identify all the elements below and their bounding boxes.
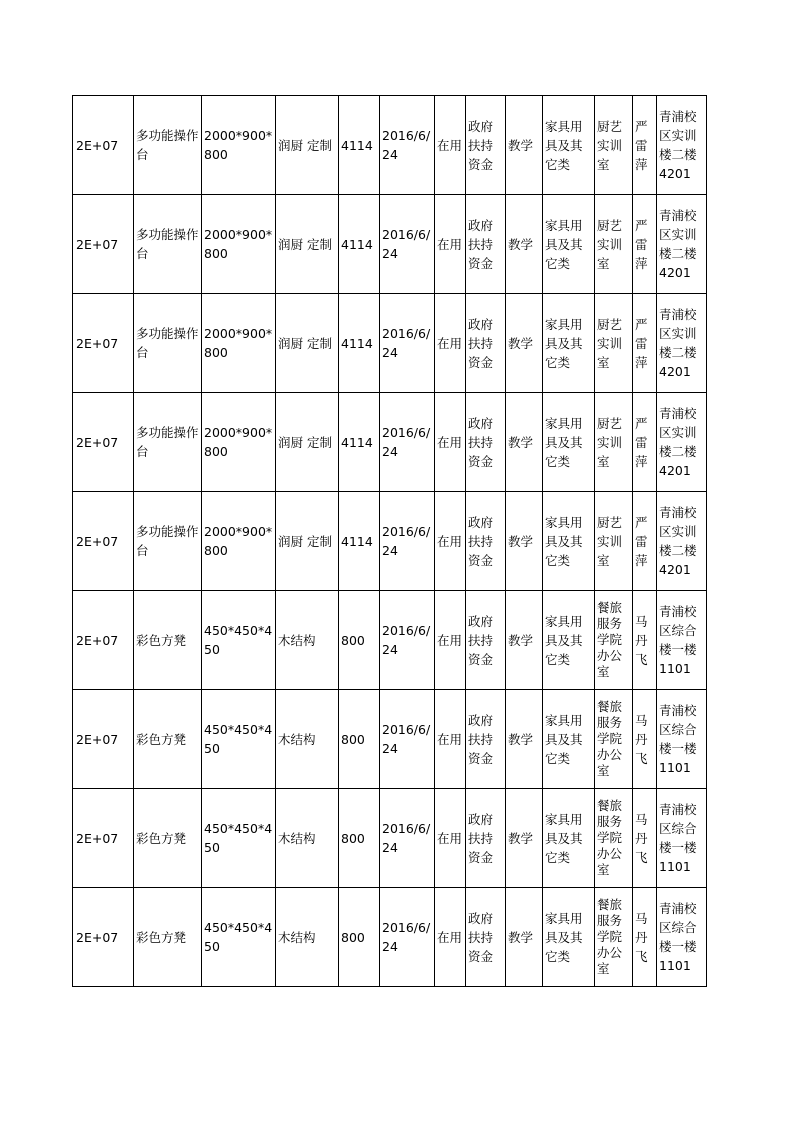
brand-model-cell: 木结构 [276,591,339,690]
usage-cell: 教学 [506,96,543,195]
location-cell: 青浦校区实训楼二楼4201 [657,393,707,492]
status-cell: 在用 [435,195,466,294]
category-cell: 家具用具及其它类 [543,195,595,294]
department-cell: 厨艺实训室 [595,393,633,492]
asset-name-cell: 多功能操作台 [134,294,202,393]
usage-cell: 教学 [506,492,543,591]
status-cell: 在用 [435,789,466,888]
asset-code-cell: 2E+07 [73,690,134,789]
asset-code-cell: 2E+07 [73,492,134,591]
category-cell: 家具用具及其它类 [543,393,595,492]
specification-cell: 2000*900*800 [202,492,276,591]
specification-cell: 2000*900*800 [202,294,276,393]
table-row [73,690,707,789]
funding-source-cell: 政府扶持资金 [466,96,506,195]
category-cell: 家具用具及其它类 [543,591,595,690]
table-row [73,789,707,888]
price-cell: 4114 [339,96,380,195]
funding-source-cell: 政府扶持资金 [466,789,506,888]
location-cell: 青浦校区综合楼一楼1101 [657,690,707,789]
status-cell: 在用 [435,96,466,195]
brand-model-cell: 润厨 定制 [276,492,339,591]
funding-source-cell: 政府扶持资金 [466,195,506,294]
brand-model-cell: 木结构 [276,888,339,987]
price-cell: 4114 [339,195,380,294]
custodian-cell: 严雷萍 [633,96,657,195]
department-cell: 餐旅服务学院办公室 [595,591,633,690]
department-cell: 厨艺实训室 [595,96,633,195]
specification-cell: 450*450*450 [202,888,276,987]
purchase-date-cell: 2016/6/24 [380,393,435,492]
status-cell: 在用 [435,294,466,393]
location-cell: 青浦校区综合楼一楼1101 [657,789,707,888]
department-cell: 餐旅服务学院办公室 [595,789,633,888]
category-cell: 家具用具及其它类 [543,492,595,591]
brand-model-cell: 润厨 定制 [276,294,339,393]
department-cell: 餐旅服务学院办公室 [595,690,633,789]
price-cell: 4114 [339,492,380,591]
price-cell: 4114 [339,393,380,492]
asset-code-cell: 2E+07 [73,195,134,294]
location-cell: 青浦校区综合楼一楼1101 [657,591,707,690]
asset-name-cell: 彩色方凳 [134,591,202,690]
location-cell: 青浦校区实训楼二楼4201 [657,195,707,294]
price-cell: 800 [339,690,380,789]
usage-cell: 教学 [506,195,543,294]
asset-code-cell: 2E+07 [73,789,134,888]
price-cell: 800 [339,789,380,888]
purchase-date-cell: 2016/6/24 [380,195,435,294]
custodian-cell: 马丹飞 [633,591,657,690]
asset-name-cell: 多功能操作台 [134,492,202,591]
status-cell: 在用 [435,888,466,987]
department-cell: 厨艺实训室 [595,492,633,591]
funding-source-cell: 政府扶持资金 [466,888,506,987]
purchase-date-cell: 2016/6/24 [380,294,435,393]
department-cell: 厨艺实训室 [595,195,633,294]
asset-name-cell: 多功能操作台 [134,96,202,195]
table-body [73,96,707,987]
funding-source-cell: 政府扶持资金 [466,294,506,393]
price-cell: 800 [339,888,380,987]
asset-name-cell: 彩色方凳 [134,690,202,789]
table-row [73,96,707,195]
brand-model-cell: 木结构 [276,789,339,888]
asset-code-cell: 2E+07 [73,96,134,195]
location-cell: 青浦校区实训楼二楼4201 [657,96,707,195]
status-cell: 在用 [435,393,466,492]
asset-code-cell: 2E+07 [73,393,134,492]
table-row [73,492,707,591]
category-cell: 家具用具及其它类 [543,888,595,987]
category-cell: 家具用具及其它类 [543,294,595,393]
usage-cell: 教学 [506,294,543,393]
table-row [73,294,707,393]
asset-name-cell: 彩色方凳 [134,789,202,888]
funding-source-cell: 政府扶持资金 [466,690,506,789]
usage-cell: 教学 [506,789,543,888]
asset-name-cell: 多功能操作台 [134,195,202,294]
custodian-cell: 严雷萍 [633,195,657,294]
price-cell: 800 [339,591,380,690]
purchase-date-cell: 2016/6/24 [380,690,435,789]
purchase-date-cell: 2016/6/24 [380,789,435,888]
table-row [73,393,707,492]
asset-code-cell: 2E+07 [73,591,134,690]
purchase-date-cell: 2016/6/24 [380,591,435,690]
specification-cell: 450*450*450 [202,591,276,690]
status-cell: 在用 [435,591,466,690]
asset-name-cell: 彩色方凳 [134,888,202,987]
usage-cell: 教学 [506,888,543,987]
category-cell: 家具用具及其它类 [543,690,595,789]
custodian-cell: 严雷萍 [633,492,657,591]
price-cell: 4114 [339,294,380,393]
category-cell: 家具用具及其它类 [543,789,595,888]
brand-model-cell: 木结构 [276,690,339,789]
department-cell: 餐旅服务学院办公室 [595,888,633,987]
status-cell: 在用 [435,690,466,789]
specification-cell: 2000*900*800 [202,195,276,294]
brand-model-cell: 润厨 定制 [276,96,339,195]
brand-model-cell: 润厨 定制 [276,393,339,492]
specification-cell: 2000*900*800 [202,393,276,492]
table-row [73,591,707,690]
location-cell: 青浦校区实训楼二楼4201 [657,492,707,591]
asset-code-cell: 2E+07 [73,294,134,393]
custodian-cell: 马丹飞 [633,690,657,789]
asset-table [72,95,707,987]
funding-source-cell: 政府扶持资金 [466,591,506,690]
specification-cell: 2000*900*800 [202,96,276,195]
category-cell: 家具用具及其它类 [543,96,595,195]
funding-source-cell: 政府扶持资金 [466,492,506,591]
custodian-cell: 严雷萍 [633,294,657,393]
status-cell: 在用 [435,492,466,591]
table-row [73,195,707,294]
custodian-cell: 马丹飞 [633,888,657,987]
location-cell: 青浦校区综合楼一楼1101 [657,888,707,987]
funding-source-cell: 政府扶持资金 [466,393,506,492]
brand-model-cell: 润厨 定制 [276,195,339,294]
purchase-date-cell: 2016/6/24 [380,888,435,987]
custodian-cell: 严雷萍 [633,393,657,492]
custodian-cell: 马丹飞 [633,789,657,888]
specification-cell: 450*450*450 [202,789,276,888]
usage-cell: 教学 [506,591,543,690]
asset-code-cell: 2E+07 [73,888,134,987]
specification-cell: 450*450*450 [202,690,276,789]
purchase-date-cell: 2016/6/24 [380,492,435,591]
usage-cell: 教学 [506,393,543,492]
usage-cell: 教学 [506,690,543,789]
asset-name-cell: 多功能操作台 [134,393,202,492]
department-cell: 厨艺实训室 [595,294,633,393]
purchase-date-cell: 2016/6/24 [380,96,435,195]
location-cell: 青浦校区实训楼二楼4201 [657,294,707,393]
table-row [73,888,707,987]
